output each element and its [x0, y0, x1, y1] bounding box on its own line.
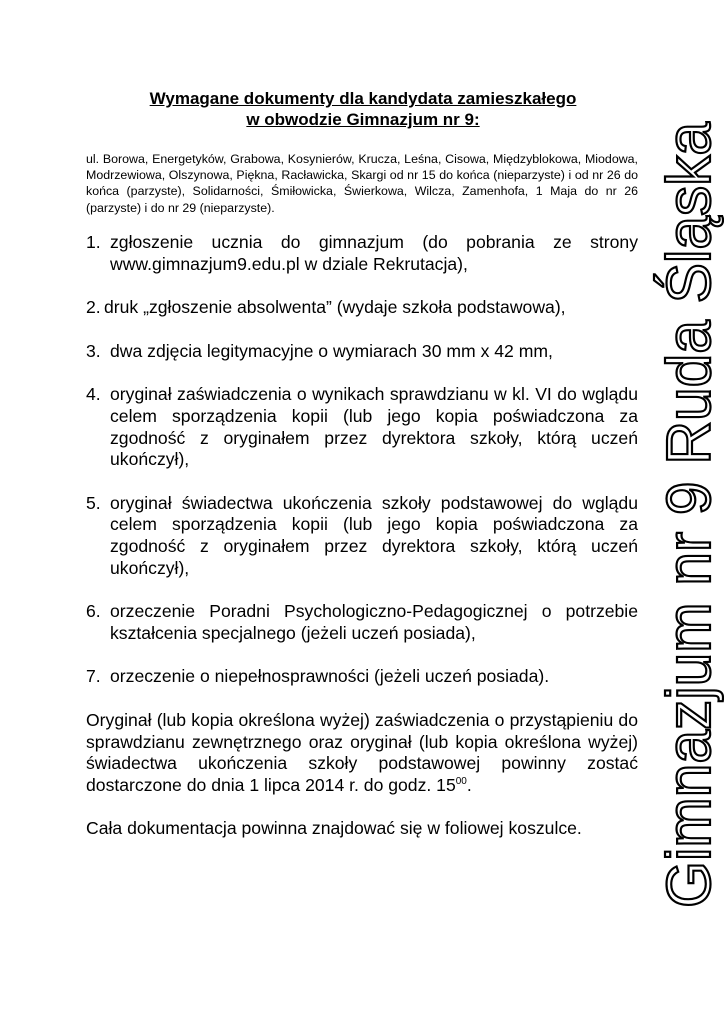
list-item-number: 1. — [86, 232, 101, 252]
school-name-svg — [655, 101, 724, 908]
delivery-note — [86, 710, 638, 796]
school-name-vertical — [655, 101, 724, 908]
list-item-number: 6. — [86, 601, 101, 622]
list-item-number: 4. — [86, 384, 101, 405]
delivery-note-text: Oryginał (lub kopia określona wyżej) zaświadczenia o przystąpieniu do sprawdzianu zewnętrznego oraz oryginał (lub kopia określona wyżej) świadectwa ukończenia szkoły podstawowej powinny zostać dostarczone do dnia 1 lipca 2014 r. do godz. 15 — [86, 709, 638, 795]
closing-note: Cała dokumentacja powinna znajdować się w foliowej koszulce. — [86, 818, 582, 839]
list-item-number: 3. — [86, 340, 101, 361]
title-line-2: w obwodzie Gimnazjum nr 9: — [246, 110, 480, 129]
list-item-text: orzeczenie Poradni Psychologiczno-Pedagogicznej o potrzebie kształcenia specjalnego (jeżeli uczeń posiada), — [110, 601, 638, 643]
list-item-number: 2. — [86, 297, 101, 318]
list-item — [86, 493, 638, 579]
list-item — [86, 384, 638, 470]
list-item-number: 5. — [86, 492, 101, 513]
school-name-text: Gimnazjum nr 9 Ruda Śląska — [655, 101, 724, 908]
delivery-note-end: . — [466, 774, 472, 795]
list-item-text: zgłoszenie ucznia do gimnazjum (do pobrania ze strony www.gimnazjum9.edu.pl w dziale Rekrutacja), — [110, 232, 638, 274]
list-item — [86, 666, 638, 688]
list-item-text: orzeczenie o niepełnosprawności (jeżeli uczeń posiada). — [110, 666, 550, 687]
list-item — [86, 297, 638, 319]
list-item-number: 7. — [86, 666, 101, 687]
delivery-note-superscript: 00 — [455, 775, 467, 787]
list-item — [86, 232, 638, 275]
list-item-text: druk „zgłoszenie absolwenta” (wydaje szkoła podstawowa), — [104, 297, 566, 318]
list-item — [86, 341, 638, 363]
list-item-text: oryginał świadectwa ukończenia szkoły podstawowej do wglądu celem sporządzenia kopii (lub jego kopia poświadczona za zgodność z oryginałem przez dyrektora szkoły, którą uczeń ukończył), — [110, 492, 638, 578]
title-line-1: Wymagane dokumenty dla kandydata zamieszkałego — [149, 89, 577, 108]
list-item-text: oryginał zaświadczenia o wynikach sprawdzianu w kl. VI do wglądu celem sporządzenia kopii (lub jego kopia poświadczona za zgodność z oryginałem przez dyrektora szkoły, którą uczeń ukończył), — [110, 384, 638, 470]
requirements-list — [86, 232, 638, 862]
document-title — [86, 88, 640, 130]
list-item-text: dwa zdjęcia legitymacyjne o wymiarach 30 mm x 42 mm, — [110, 340, 553, 361]
streets-list: ul. Borowa, Energetyków, Grabowa, Kosynierów, Krucza, Leśna, Cisowa, Międzyblokowa, Miodowa, Modrzewiowa, Olszynowa, Piękna, Racławicka, Skargi od nr 15 do końca (nieparzyste) i od nr 26 do końca (parzyste), Solidarności, Śmiłowicka, Świerkowa, Wilcza, Zamenhofa, 1 Maja do nr 26 (parzyste) i do nr 29 (nieparzyste). — [86, 152, 638, 215]
list-item — [86, 601, 638, 644]
